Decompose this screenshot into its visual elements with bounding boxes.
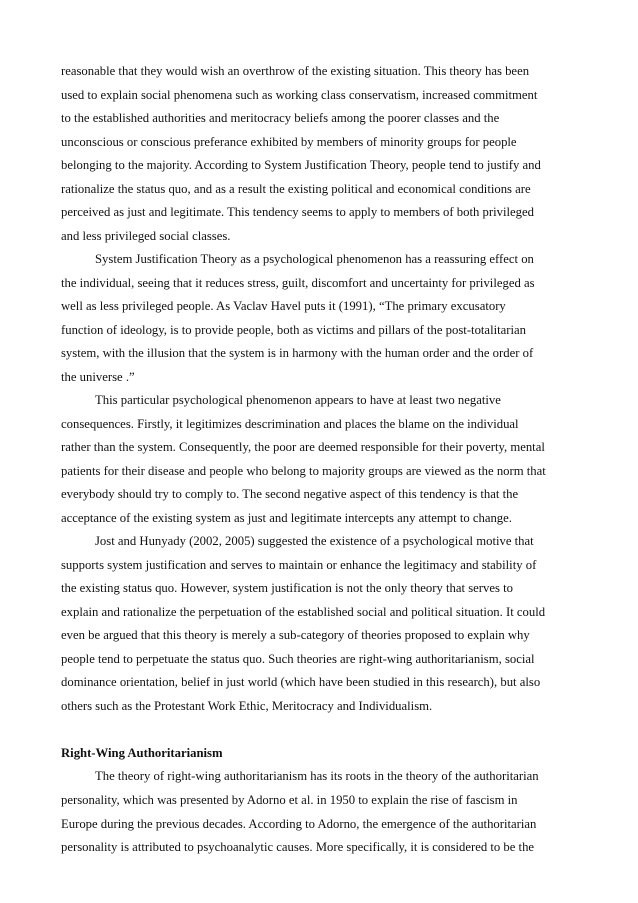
text-line: dominance orientation, belief in just world (which have been studied in this research), but also	[61, 675, 541, 690]
text-line: and less privileged social classes.	[61, 228, 231, 243]
section-heading: Right-Wing Authoritarianism	[61, 745, 223, 760]
text-line: explain and rationalize the perpetuation of the established social and political situation. It could	[61, 604, 546, 619]
text-line-indented	[61, 248, 581, 272]
text-line: others such as the Protestant Work Ethic, Meritocracy and Individualism.	[61, 698, 433, 713]
text-line: personality, which was presented by Adorno et al. in 1950 to explain the rise of fascism in	[61, 792, 518, 807]
paragraph-4	[61, 530, 581, 718]
body-text	[61, 60, 581, 860]
text-line: patients for their disease and people who belong to majority groups are viewed as the norm that	[61, 463, 546, 478]
text-line: consequences. Firstly, it legitimizes descrimination and places the blame on the individual	[61, 416, 519, 431]
text-line: supports system justification and serves to maintain or enhance the legitimacy and stability of	[61, 557, 537, 572]
text-line: personality is attributed to psychoanalytic causes. More specifically, it is considered to be the	[61, 840, 535, 855]
text-line: rationalize the status quo, and as a result the existing political and economical conditions are	[61, 181, 531, 196]
text-line: function of ideology, is to provide people, both as victims and pillars of the post-totalitarian	[61, 322, 526, 337]
text-line: the universe .”	[61, 369, 135, 384]
paragraph-1	[61, 60, 581, 248]
text-line: rather than the system. Consequently, the poor are deemed responsible for their poverty, mental	[61, 440, 545, 455]
text-line: to the established authorities and meritocracy beliefs among the poorer classes and the	[61, 111, 500, 126]
text-line: System Justification Theory as a psychological phenomenon has a reassuring effect on	[95, 252, 534, 267]
text-line: Europe during the previous decades. According to Adorno, the emergence of the authoritarian	[61, 816, 537, 831]
text-line: perceived as just and legitimate. This tendency seems to apply to members of both privileged	[61, 205, 534, 220]
text-line-indented	[61, 389, 581, 413]
paragraph-3	[61, 389, 581, 530]
text-line: acceptance of the existing system as just and legitimate intercepts any attempt to change.	[61, 510, 512, 525]
text-line: belonging to the majority. According to System Justification Theory, people tend to justify and	[61, 158, 541, 173]
text-line: used to explain social phenomena such as working class conservatism, increased commitment	[61, 87, 538, 102]
text-line: people tend to perpetuate the status quo. Such theories are right-wing authoritarianism, social	[61, 651, 535, 666]
section-paragraph	[61, 765, 581, 859]
text-line: The theory of right-wing authoritarianism has its roots in the theory of the authoritarian	[95, 769, 539, 784]
text-line: everybody should try to comply to. The second negative aspect of this tendency is that the	[61, 487, 519, 502]
text-line: This particular psychological phenomenon appears to have at least two negative	[95, 393, 501, 408]
text-line: reasonable that they would wish an overthrow of the existing situation. This theory has been	[61, 64, 530, 78]
text-line-indented	[61, 765, 581, 789]
text-line: the existing status quo. However, system justification is not the only theory that serves to	[61, 581, 513, 596]
paragraph-2	[61, 248, 581, 389]
text-line-indented	[61, 530, 581, 554]
blank-line	[61, 718, 581, 742]
text-line: system, with the illusion that the system is in harmony with the human order and the order of	[61, 346, 534, 361]
text-line: the individual, seeing that it reduces stress, guilt, discomfort and uncertainty for privileged as	[61, 275, 535, 290]
text-line: Jost and Hunyady (2002, 2005) suggested the existence of a psychological motive that	[95, 534, 534, 549]
text-line: well as less privileged people. As Vaclav Havel puts it (1991), “The primary excusatory	[61, 299, 506, 314]
text-line: even be argued that this theory is merely a sub-category of theories proposed to explain why	[61, 628, 530, 643]
text-line: unconscious or conscious preferance exhibited by members of minority groups for people	[61, 134, 517, 149]
